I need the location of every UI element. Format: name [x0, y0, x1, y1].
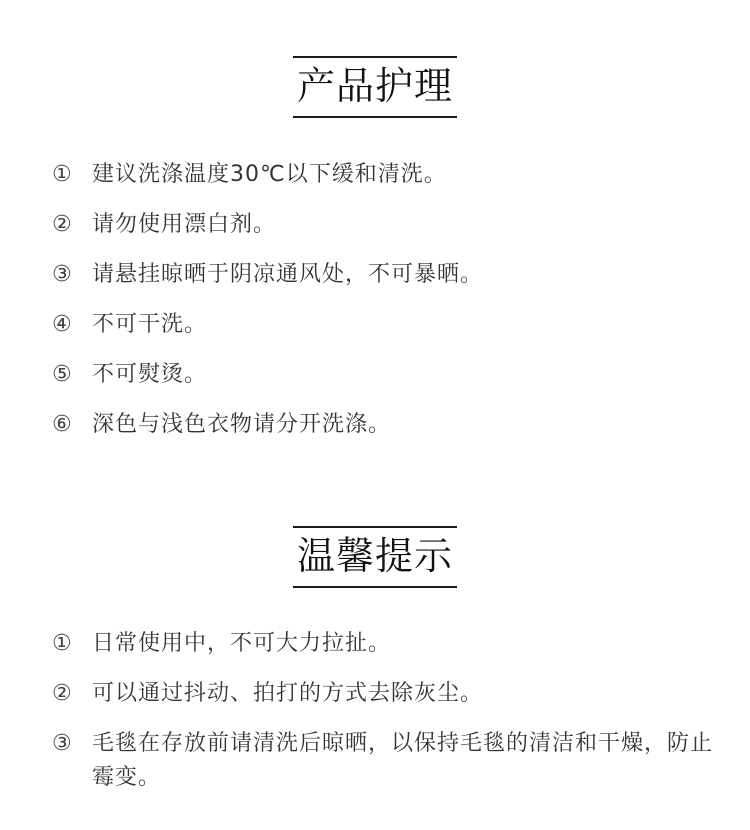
care-item [52, 308, 720, 342]
item-number: ⑥ [52, 412, 72, 437]
tips-list [52, 627, 720, 811]
tips-item [52, 677, 720, 711]
care-section-title: 产品护理 [293, 56, 457, 118]
item-number: ② [52, 212, 72, 237]
item-number: ③ [52, 262, 72, 287]
item-text: 不可干洗。 [92, 312, 208, 337]
item-number: ⑤ [52, 362, 72, 387]
item-text: 毛毯在存放前请清洗后晾晒，以保持毛毯的清洁和干燥，防止霉变。 [92, 731, 714, 790]
item-number: ① [52, 631, 72, 656]
item-text: 不可熨烫。 [92, 362, 208, 387]
care-item [52, 258, 720, 292]
care-list [52, 158, 720, 458]
item-text: 请勿使用漂白剂。 [92, 212, 277, 237]
item-text: 日常使用中，不可大力拉扯。 [92, 631, 392, 656]
care-item [52, 358, 720, 392]
tips-section-title: 温馨提示 [293, 526, 457, 588]
item-text: 可以通过抖动、拍打的方式去除灰尘。 [92, 681, 484, 706]
item-text: 深色与浅色衣物请分开洗涤。 [92, 412, 392, 437]
item-number: ① [52, 162, 72, 187]
tips-item [52, 727, 720, 795]
item-number: ③ [52, 731, 72, 756]
care-item [52, 158, 720, 192]
care-item [52, 208, 720, 242]
item-number: ④ [52, 312, 72, 337]
care-item [52, 408, 720, 442]
item-text: 请悬挂晾晒于阴凉通风处，不可暴晒。 [92, 262, 484, 287]
item-number: ② [52, 681, 72, 706]
tips-item [52, 627, 720, 661]
item-text: 建议洗涤温度30℃以下缓和清洗。 [92, 162, 447, 187]
